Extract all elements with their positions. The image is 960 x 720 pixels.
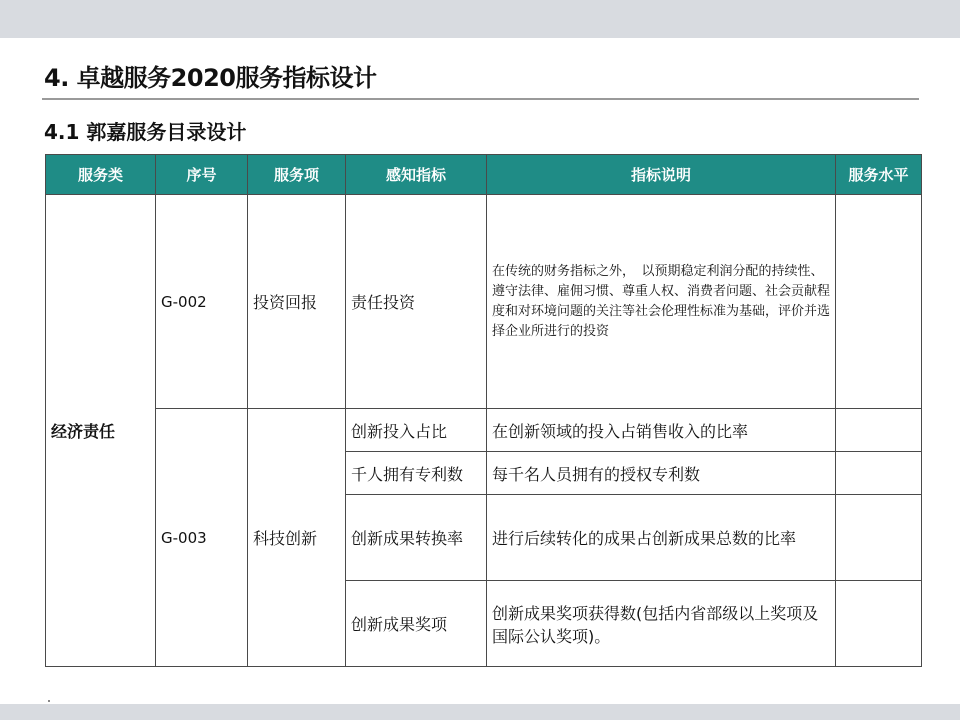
indicator-cell: 千人拥有专利数 <box>346 452 487 495</box>
indicator-cell: 创新成果奖项 <box>346 581 487 667</box>
level-cell <box>836 452 922 495</box>
description-cell: 在传统的财务指标之外， 以预期稳定利润分配的持续性、遵守法律、雇佣习惯、尊重人权、消费者问题、社会贡献程度和对环境问题的关注等社会伦理性标准为基础，评价并选择企业所进行的投资 <box>487 195 836 409</box>
item-cell: 科技创新 <box>248 409 346 667</box>
level-cell <box>836 495 922 581</box>
top-band <box>0 0 960 38</box>
item-cell: 投资回报 <box>248 195 346 409</box>
description-cell: 创新成果奖项获得数(包括内省部级以上奖项及国际公认奖项)。 <box>487 581 836 667</box>
indicator-cell: 创新成果转换率 <box>346 495 487 581</box>
indicator-cell: 责任投资 <box>346 195 487 409</box>
footer-dot <box>48 700 50 702</box>
header-code: 序号 <box>156 155 248 195</box>
header-category: 服务类 <box>46 155 156 195</box>
table-row <box>46 195 922 409</box>
description-cell: 每千名人员拥有的授权专利数 <box>487 452 836 495</box>
title-divider <box>42 98 919 100</box>
description-cell: 在创新领域的投入占销售收入的比率 <box>487 409 836 452</box>
level-cell <box>836 409 922 452</box>
code-cell: G-002 <box>156 195 248 409</box>
page-title: 4. 卓越服务2020服务指标设计 <box>44 64 377 92</box>
header-level: 服务水平 <box>836 155 922 195</box>
header-item: 服务项 <box>248 155 346 195</box>
service-indicator-table <box>45 154 922 667</box>
category-cell: 经济责任 <box>46 195 156 667</box>
description-cell: 进行后续转化的成果占创新成果总数的比率 <box>487 495 836 581</box>
header-indicator: 感知指标 <box>346 155 487 195</box>
bottom-band <box>0 704 960 720</box>
table-header-row <box>46 155 922 195</box>
level-cell <box>836 195 922 409</box>
indicator-cell: 创新投入占比 <box>346 409 487 452</box>
level-cell <box>836 581 922 667</box>
section-subtitle: 4.1 郭嘉服务目录设计 <box>44 120 247 144</box>
code-cell: G-003 <box>156 409 248 667</box>
table-row <box>46 409 922 452</box>
header-description: 指标说明 <box>487 155 836 195</box>
